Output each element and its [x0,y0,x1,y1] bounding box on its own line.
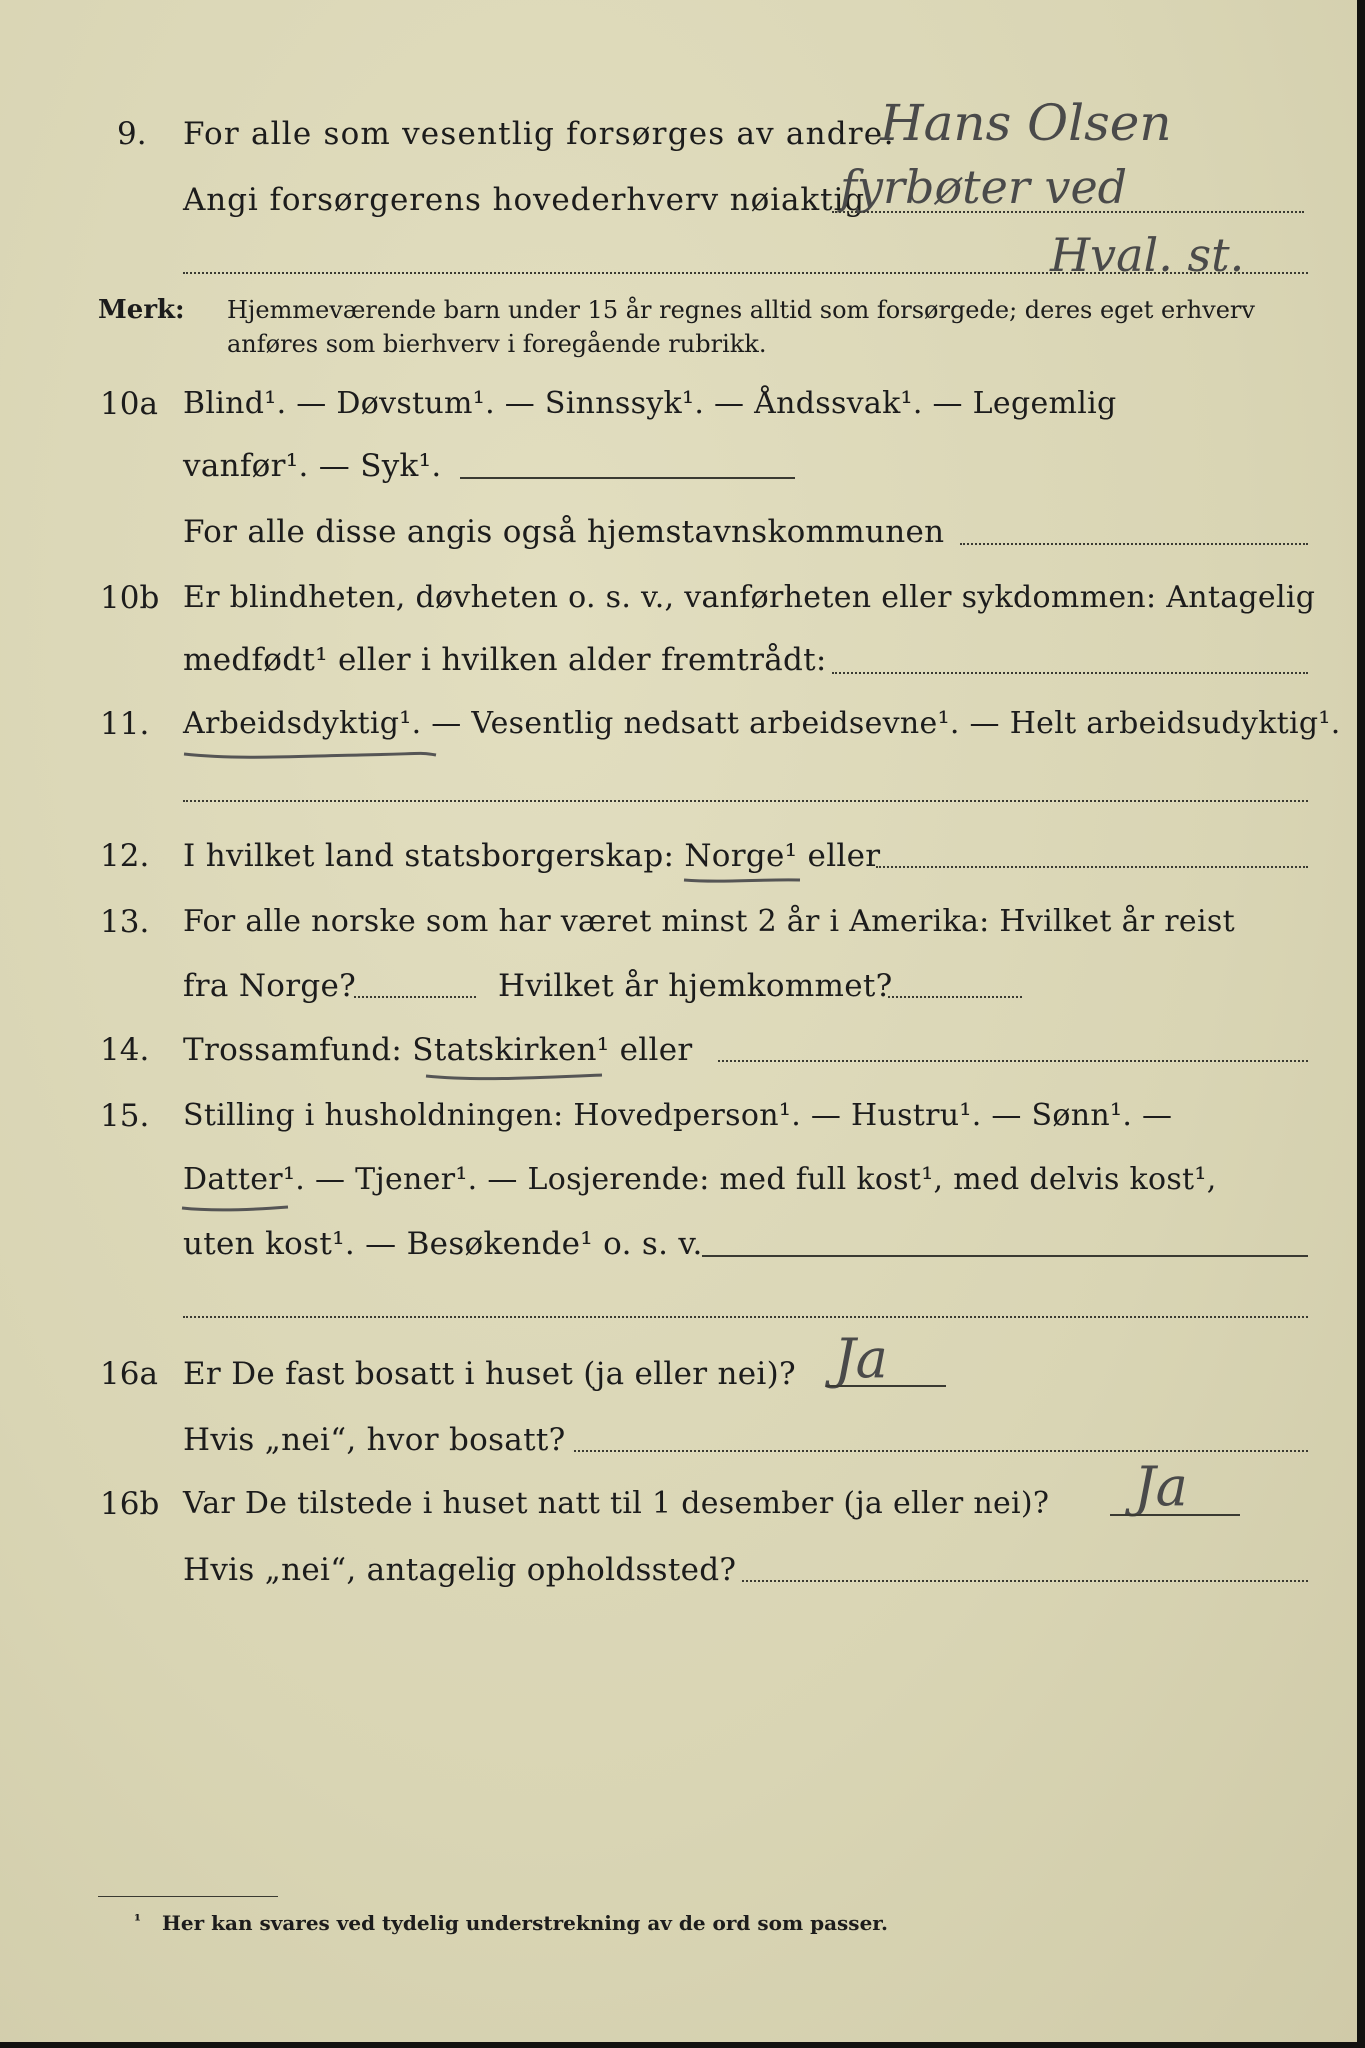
q16b-line2: Hvis „nei“, antagelig opholdssted? [183,1552,737,1588]
q12-line1: I hvilket land statsborgerskap: Norge¹ eller [183,838,881,874]
q16a-line2: Hvis „nei“, hvor bosatt? [183,1422,566,1458]
q12-norge-underline [682,874,802,886]
q16a-line1: Er De fast bosatt i huset (ja eller nei)? [183,1356,796,1392]
q10a-line3: For alle disse angis også hjemstavnskommunen [183,514,945,550]
q9-answer-line1 [832,211,1304,213]
footnote-marker: ¹ [134,1911,142,1930]
q10a-kommune-line [960,543,1308,545]
q13-number: 13. [100,904,150,940]
q9-line1: For alle som vesentlig forsørges av andre: [183,116,895,152]
q13-reist-line [354,996,476,998]
q11-number: 11. [100,706,150,742]
q10b-answer-line [832,672,1308,674]
q15-line2: Datter¹. — Tjener¹. — Losjerende: med full kost¹, med delvis kost¹, [183,1162,1217,1197]
q9-line2: Angi forsørgerens hovederhverv nøiaktig [183,182,866,218]
q15-number: 15. [100,1098,150,1134]
q10b-line2: medfødt¹ eller i hvilken alder fremtrådt: [183,642,827,678]
q16b-line1: Var De tilstede i huset natt til 1 desember (ja eller nei)? [183,1486,1050,1521]
q9-number: 9. [117,116,147,152]
q12-number: 12. [100,838,150,874]
q13-line1: For alle norske som har været minst 2 år i Amerika: Hvilket år reist [183,904,1235,939]
q9-handwriting-occupation: fyrbøter ved [840,160,1128,214]
q16b-answer-line [1110,1514,1240,1516]
mark-line2: anføres som bierhverv i foregående rubrikk. [227,330,767,358]
footnote-text: Her kan svares ved tydelig understrekning av de ord som passer. [162,1911,888,1935]
q10b-line1: Er blindheten, døvheten o. s. v., vanførheten eller sykdommen: Antagelig [183,580,1316,615]
q15-line3: uten kost¹. — Besøkende¹ o. s. v. [183,1226,703,1262]
q14-answer-line [718,1060,1308,1062]
mark-line1: Hjemmeværende barn under 15 år regnes alltid som forsørgede; deres eget erhverv [227,296,1255,324]
q10b-number: 10b [100,580,160,616]
q9-handwriting-name: Hans Olsen [880,94,1172,152]
footnote-rule [98,1896,278,1897]
q16a-bosatt-line [574,1450,1308,1452]
q16b-opholdssted-line [742,1580,1308,1582]
q15-answer-line1 [702,1255,1308,1257]
scan-edge-right [1357,0,1365,2048]
q10a-number: 10a [100,386,158,422]
q16b-handwriting-answer: Ja [1134,1455,1188,1518]
q10a-line1: Blind¹. — Døvstum¹. — Sinnssyk¹. — Åndssvak¹. — Legemlig [183,386,1117,421]
q16a-handwriting-answer: Ja [834,1327,888,1390]
q12-answer-line [876,866,1308,868]
q13-line2b: Hvilket år hjemkommet? [498,968,893,1004]
q11-answer-line [183,800,1308,802]
q9-answer-line2 [183,272,1308,274]
q14-number: 14. [100,1032,150,1068]
q16b-number: 16b [100,1486,160,1522]
q10a-line2: vanfør¹. — Syk¹. [183,448,442,484]
scan-edge-bottom [0,2042,1365,2048]
q13-hjemkommet-line [888,996,1022,998]
q13-line2a: fra Norge? [183,968,357,1004]
q14-statskirken-underline [424,1070,604,1084]
q15-datter-underline [180,1202,290,1214]
q16a-number: 16a [100,1356,158,1392]
q16a-answer-line [826,1385,946,1387]
q15-line1: Stilling i husholdningen: Hovedperson¹. — Hustru¹. — Sønn¹. — [183,1098,1173,1133]
q14-line1: Trossamfund: Statskirken¹ eller [183,1032,693,1068]
q11-line1: Arbeidsdyktig¹. — Vesentlig nedsatt arbeidsevne¹. — Helt arbeidsudyktig¹. [183,706,1341,741]
q11-arbeidsdyktig-underline [180,746,440,762]
q15-answer-line2 [183,1316,1308,1318]
q9-handwriting-place: Hval. st. [1050,228,1245,282]
q10a-answer-line [460,477,795,479]
mark-label: Merk: [98,295,185,325]
